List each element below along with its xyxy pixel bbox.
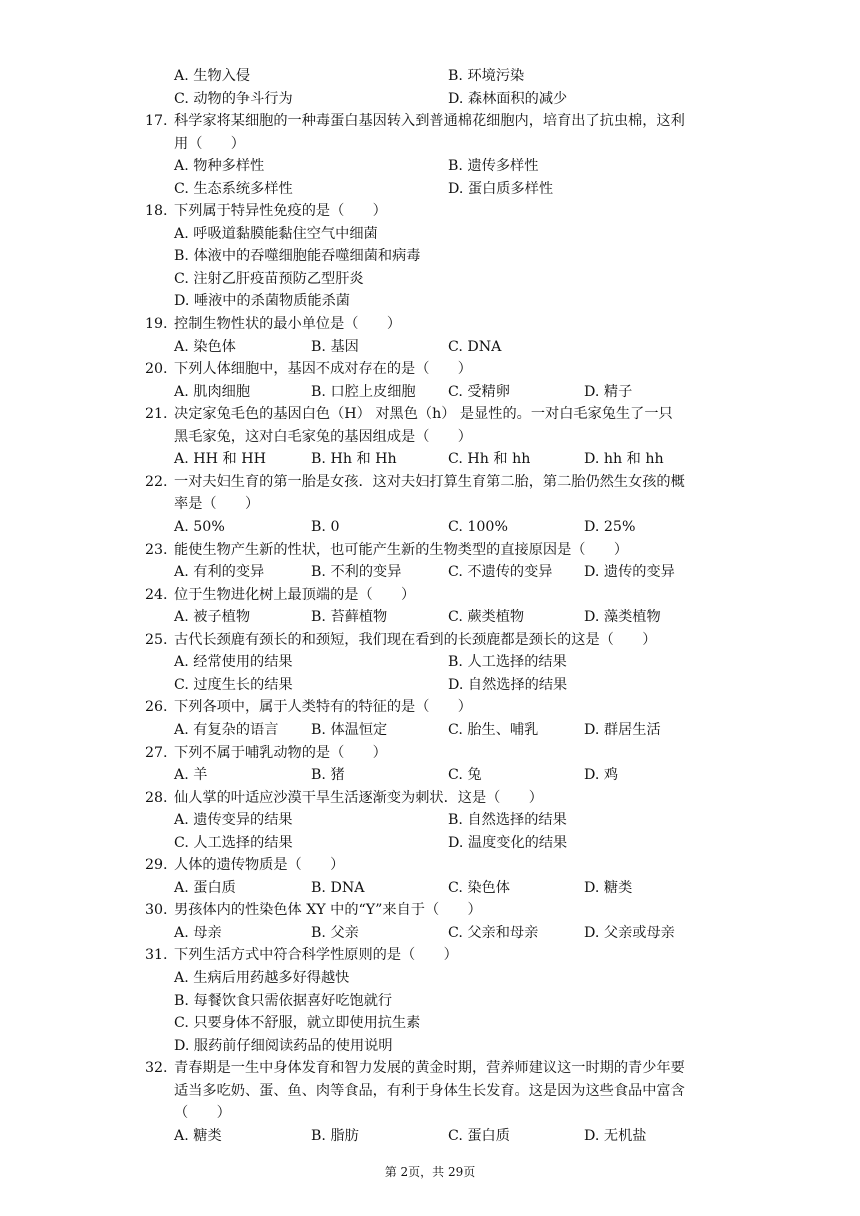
question-text: 率是（ ） <box>174 496 260 512</box>
question-number: 17. <box>145 113 168 129</box>
question-number: 26. <box>145 699 168 715</box>
answer-option: D. 服药前仔细阅读药品的使用说明 <box>174 1038 393 1054</box>
answer-option: B. 体温恒定 <box>311 722 388 738</box>
question-number: 27. <box>145 745 168 761</box>
answer-option: B. 体液中的吞噬细胞能吞噬细菌和病毒 <box>174 248 421 264</box>
question-text: 下列不属于哺乳动物的是（ ） <box>174 745 387 761</box>
answer-option: B. 苔藓植物 <box>311 609 388 625</box>
answer-option: B. 自然选择的结果 <box>448 812 567 828</box>
answer-option: C. 胎生、哺乳 <box>448 722 539 738</box>
answer-option: D. 无机盐 <box>584 1128 647 1144</box>
question-number: 30. <box>145 902 168 918</box>
question-text: 下列属于特异性免疫的是（ ） <box>174 203 387 219</box>
answer-option: A. 蛋白质 <box>174 880 236 896</box>
answer-option: B. 人工选择的结果 <box>448 654 567 670</box>
answer-option: C. DNA <box>448 339 502 355</box>
answer-option: C. 兔 <box>448 767 482 783</box>
question-number: 25. <box>145 632 168 648</box>
answer-option: A. 生物入侵 <box>174 68 251 84</box>
answer-option: D. 蛋白质多样性 <box>448 181 554 197</box>
question-number: 18. <box>145 203 168 219</box>
question-text: 古代长颈鹿有颈长的和颈短，我们现在看到的长颈鹿都是颈长的这是（ ） <box>174 632 657 648</box>
question-number: 21. <box>145 406 168 422</box>
answer-option: A. 物种多样性 <box>174 158 265 174</box>
question-number: 28. <box>145 790 168 806</box>
answer-option: A. HH 和 HH <box>174 451 266 467</box>
answer-option: A. 经常使用的结果 <box>174 654 293 670</box>
answer-option: D. hh 和 hh <box>584 451 664 467</box>
answer-option: A. 有复杂的语言 <box>174 722 279 738</box>
answer-option: C. 注射乙肝疫苗预防乙型肝炎 <box>174 271 364 287</box>
answer-option: C. 蕨类植物 <box>448 609 525 625</box>
answer-option: C. 染色体 <box>448 880 510 896</box>
answer-option: A. 肌肉细胞 <box>174 384 251 400</box>
question-text: 仙人掌的叶适应沙漠干旱生活逐渐变为刺状．这是（ ） <box>174 790 543 806</box>
answer-option: D. 精子 <box>584 384 633 400</box>
answer-option: C. 受精卵 <box>448 384 510 400</box>
answer-option: A. 遗传变异的结果 <box>174 812 293 828</box>
question-text: 控制生物性状的最小单位是（ ） <box>174 316 402 332</box>
question-text: 能使生物产生新的性状，也可能产生新的生物类型的直接原因是（ ） <box>174 542 629 558</box>
question-number: 29. <box>145 857 168 873</box>
answer-option: D. 父亲或母亲 <box>584 925 675 941</box>
answer-option: A. 有利的变异 <box>174 564 265 580</box>
question-text: 下列各项中，属于人类特有的特征的是（ ） <box>174 699 472 715</box>
answer-option: B. 脂肪 <box>311 1128 359 1144</box>
question-text: （ ） <box>174 1105 231 1121</box>
answer-option: C. 人工选择的结果 <box>174 835 293 851</box>
answer-option: A. 糖类 <box>174 1128 222 1144</box>
answer-option: D. 鸡 <box>584 767 619 783</box>
question-number: 22. <box>145 474 168 490</box>
question-text: 位于生物进化树上最顶端的是（ ） <box>174 587 416 603</box>
question-text: 科学家将某细胞的一种毒蛋白基因转入到普通棉花细胞内，培育出了抗虫棉，这利 <box>174 113 685 129</box>
answer-option: C. 不遗传的变异 <box>448 564 553 580</box>
answer-option: C. 父亲和母亲 <box>448 925 539 941</box>
answer-option: B. 不利的变异 <box>311 564 402 580</box>
answer-option: B. 0 <box>311 519 340 535</box>
answer-option: A. 50% <box>174 519 225 535</box>
question-number: 31. <box>145 947 168 963</box>
answer-option: C. 100% <box>448 519 508 535</box>
answer-option: B. 每餐饮食只需依据喜好吃饱就行 <box>174 993 393 1009</box>
answer-option: D. 温度变化的结果 <box>448 835 568 851</box>
answer-option: B. 基因 <box>311 339 359 355</box>
question-text: 下列生活方式中符合科学性原则的是（ ） <box>174 947 458 963</box>
answer-option: B. DNA <box>311 880 365 896</box>
question-text: 适当多吃奶、蛋、鱼、肉等食品，有利于身体生长发育。这是因为这些食品中富含 <box>174 1083 685 1099</box>
question-text: 青春期是一生中身体发育和智力发展的黄金时期，营养师建议这一时期的青少年要 <box>174 1060 685 1076</box>
question-text: 一对夫妇生育的第一胎是女孩．这对夫妇打算生育第二胎，第二胎仍然生女孩的概 <box>174 474 685 490</box>
answer-option: D. 糖类 <box>584 880 633 896</box>
answer-option: A. 呼吸道黏膜能黏住空气中细菌 <box>174 226 378 242</box>
answer-option: B. 环境污染 <box>448 68 525 84</box>
answer-option: D. 遗传的变异 <box>584 564 675 580</box>
question-number: 19. <box>145 316 168 332</box>
answer-option: A. 母亲 <box>174 925 222 941</box>
question-number: 32. <box>145 1060 168 1076</box>
answer-option: B. 父亲 <box>311 925 359 941</box>
question-text: 决定家兔毛色的基因白色（H） 对黑色（h） 是显性的。一对白毛家兔生了一只 <box>174 406 673 422</box>
question-number: 20. <box>145 361 168 377</box>
answer-option: D. 森林面积的减少 <box>448 91 568 107</box>
answer-option: A. 生病后用药越多好得越快 <box>174 970 350 986</box>
question-number: 23. <box>145 542 168 558</box>
question-text: 男孩体内的性染色体 XY 中的“Y”来自于（ ） <box>174 902 482 918</box>
answer-option: C. Hh 和 hh <box>448 451 531 467</box>
answer-option: C. 生态系统多样性 <box>174 181 293 197</box>
answer-option: D. 藻类植物 <box>584 609 661 625</box>
answer-option: D. 25% <box>584 519 636 535</box>
answer-option: B. 口腔上皮细胞 <box>311 384 416 400</box>
answer-option: C. 只要身体不舒服，就立即使用抗生素 <box>174 1015 421 1031</box>
question-text: 用（ ） <box>174 136 245 152</box>
answer-option: C. 动物的争斗行为 <box>174 91 293 107</box>
answer-option: C. 蛋白质 <box>448 1128 510 1144</box>
question-text: 下列人体细胞中，基因不成对存在的是（ ） <box>174 361 472 377</box>
answer-option: A. 羊 <box>174 767 208 783</box>
answer-option: D. 群居生活 <box>584 722 661 738</box>
answer-option: C. 过度生长的结果 <box>174 677 293 693</box>
page-footer: 第 2页，共 29页 <box>384 1165 476 1179</box>
answer-option: B. Hh 和 Hh <box>311 451 397 467</box>
answer-option: A. 被子植物 <box>174 609 251 625</box>
answer-option: D. 自然选择的结果 <box>448 677 568 693</box>
answer-option: B. 猪 <box>311 767 345 783</box>
answer-option: A. 染色体 <box>174 339 236 355</box>
answer-option: D. 唾液中的杀菌物质能杀菌 <box>174 293 350 309</box>
answer-option: B. 遗传多样性 <box>448 158 539 174</box>
question-number: 24. <box>145 587 168 603</box>
question-text: 黑毛家兔，这对白毛家兔的基因组成是（ ） <box>174 429 472 445</box>
question-text: 人体的遗传物质是（ ） <box>174 857 345 873</box>
